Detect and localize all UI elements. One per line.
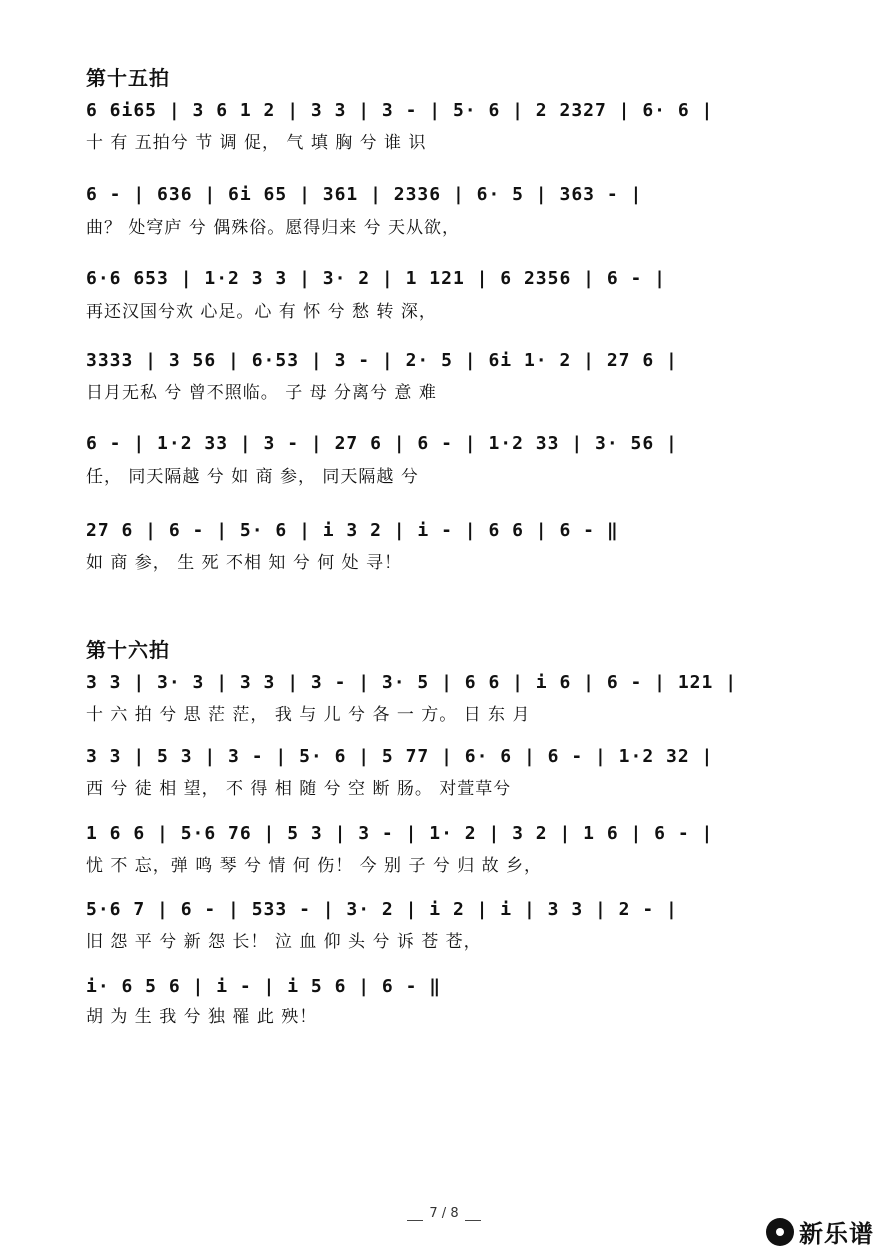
lyrics-line: 任， 同天隔越 兮 如 商 参， 同天隔越 兮 bbox=[86, 467, 419, 487]
notation-line: 1 6 6 | 5·6 76 | 5 3 | 3 - | 1· 2 | 3 2 | 1 6 | 6 - | bbox=[86, 823, 714, 844]
lyrics-line: 如 商 参， 生 死 不相 知 兮 何 处 寻！ bbox=[86, 553, 403, 573]
section-title-16: 第十六拍 bbox=[86, 638, 170, 662]
notation-line: 6 - | 636 | 6i 65 | 361 | 2336 | 6· 5 | 363 - | bbox=[86, 184, 643, 205]
lyrics-line: 西 兮 徒 相 望， 不 得 相 随 兮 空 断 肠。 对萱草兮 bbox=[86, 779, 512, 799]
notation-line: 27 6 | 6 - | 5· 6 | i 3 2 | i - | 6 6 | 6 - ‖ bbox=[86, 520, 619, 541]
notation-line: 5·6 7 | 6 - | 533 - | 3· 2 | i 2 | i | 3 3 | 2 - | bbox=[86, 899, 678, 920]
brand-logo bbox=[766, 1214, 874, 1249]
notation-line: 6·6 653 | 1·2 3 3 | 3· 2 | 1 121 | 6 2356 | 6 - | bbox=[86, 268, 667, 289]
page-number: 7 / 8 bbox=[0, 1206, 888, 1221]
lyrics-line: 再还汉国兮欢 心足。心 有 怀 兮 愁 转 深， bbox=[86, 302, 437, 322]
notation-line: 6 - | 1·2 33 | 3 - | 27 6 | 6 - | 1·2 33 | 3· 56 | bbox=[86, 433, 678, 454]
notation-line: i· 6 5 6 | i - | i 5 6 | 6 - ‖ bbox=[86, 976, 442, 997]
vinyl-disc-icon bbox=[766, 1218, 794, 1246]
section-title-15: 第十五拍 bbox=[86, 66, 170, 90]
notation-line: 3 3 | 5 3 | 3 - | 5· 6 | 5 77 | 6· 6 | 6 - | 1·2 32 | bbox=[86, 746, 714, 767]
notation-line: 6 6i65 | 3 6 1 2 | 3 3 | 3 - | 5· 6 | 2 2327 | 6· 6 | bbox=[86, 100, 714, 121]
lyrics-line: 日月无私 兮 曾不照临。 子 母 分离兮 意 难 bbox=[86, 383, 437, 403]
notation-line: 3333 | 3 56 | 6·53 | 3 - | 2· 5 | 6i 1· 2 | 27 6 | bbox=[86, 350, 678, 371]
lyrics-line: 十 有 五拍兮 节 调 促， 气 填 胸 兮 谁 识 bbox=[86, 133, 427, 153]
lyrics-line: 曲？ 处穹庐 兮 偶殊俗。愿得归来 兮 天从欲， bbox=[86, 218, 461, 238]
lyrics-line: 忧 不 忘，弹 鸣 琴 兮 情 何 伤！ 今 别 子 兮 归 故 乡， bbox=[86, 856, 543, 876]
lyrics-line: 胡 为 生 我 兮 独 罹 此 殃！ bbox=[86, 1007, 318, 1027]
lyrics-line: 十 六 拍 兮 思 茫 茫， 我 与 儿 兮 各 一 方。 日 东 月 bbox=[86, 705, 531, 725]
brand-text: 新乐谱 bbox=[799, 1220, 874, 1248]
lyrics-line: 旧 怨 平 兮 新 怨 长！ 泣 血 仰 头 兮 诉 苍 苍， bbox=[86, 932, 482, 952]
notation-line: 3 3 | 3· 3 | 3 3 | 3 - | 3· 5 | 6 6 | i 6 | 6 - | 121 | bbox=[86, 672, 738, 693]
